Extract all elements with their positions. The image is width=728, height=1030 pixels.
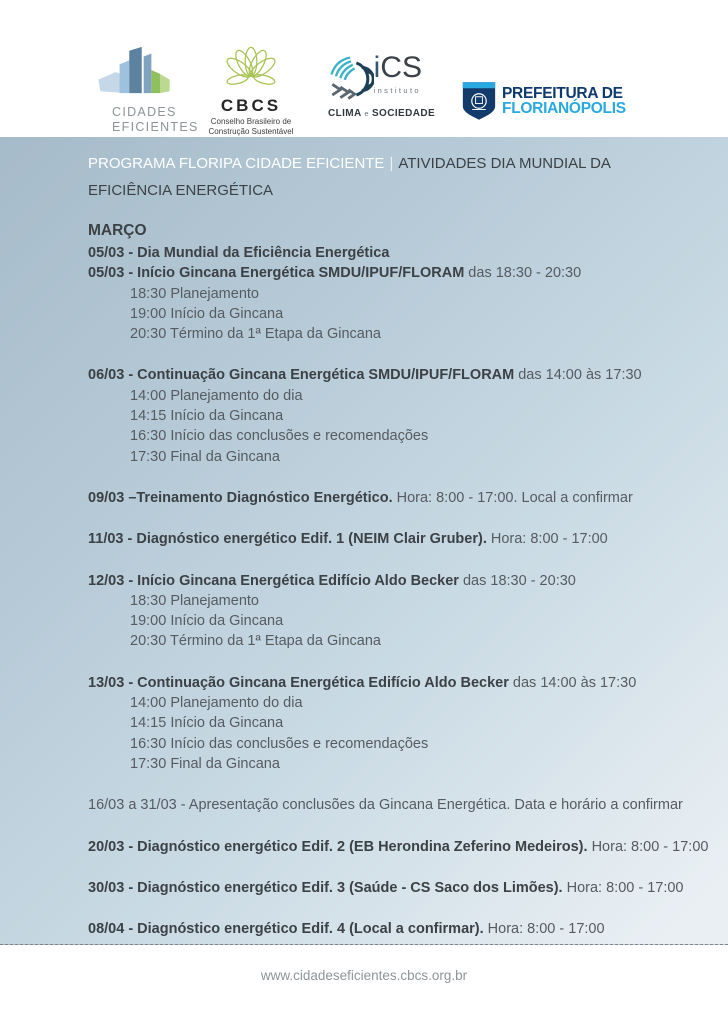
event-detail-text: das 18:30 - 20:30	[458, 572, 576, 589]
cidades-eficientes-icon	[96, 45, 174, 97]
event-title-line	[88, 488, 728, 508]
month-heading: MARÇO	[88, 222, 147, 239]
event-detail-text: Hora: 8:00 - 17:00	[587, 838, 709, 855]
cbcs-subtitle: Conselho Brasileiro de Construção Sustentável	[208, 117, 294, 136]
page-footer	[0, 946, 728, 1030]
event-detail-text: 17:30 Final da Gincana	[130, 755, 280, 772]
event-block	[88, 673, 728, 774]
event-detail-text: das 14:00 às 17:30	[514, 367, 642, 384]
event-sub-line	[88, 324, 728, 344]
event-title-bold: 20/03 - Diagnóstico energético Edif. 2 (EB Herondina Zeferino Medeiros).	[88, 838, 588, 855]
event-detail-text: 19:00 Início da Gincana	[130, 305, 284, 322]
event-block	[88, 795, 728, 815]
event-title-line	[88, 673, 728, 693]
event-sub-line	[88, 304, 728, 324]
schedule-panel	[0, 137, 728, 945]
program-title-white: PROGRAMA FLORIPA CIDADE EFICIENTE	[88, 155, 385, 172]
ics-clima-sociedade-label: CLIMA e SOCIEDADE	[328, 108, 436, 119]
event-block	[88, 571, 728, 652]
event-sub-line	[88, 631, 728, 651]
event-detail-text: 14:15 Início da Gincana	[130, 408, 284, 425]
event-sub-line	[88, 713, 728, 733]
program-title	[0, 137, 726, 204]
event-sub-line	[88, 591, 728, 611]
ics-acronym	[374, 51, 422, 85]
event-detail-text: 18:30 Planejamento	[130, 592, 259, 609]
event-detail-text: 14:00 Planejamento do dia	[130, 695, 303, 712]
cidades-eficientes-logo	[96, 45, 199, 135]
event-sub-line	[88, 284, 728, 304]
event-detail-text: 16/03 a 31/03 - Apresentação conclusões da Gincana Energética. Data e horário a confirmar	[88, 797, 683, 814]
event-title-line	[88, 529, 728, 549]
event-block	[88, 919, 728, 939]
event-detail-text: 20:30 Término da 1ª Etapa da Gincana	[130, 326, 381, 343]
event-block	[88, 837, 728, 857]
footer-url[interactable]: www.cidadeseficientes.cbcs.org.br	[260, 968, 468, 983]
event-sub-line	[88, 734, 728, 754]
program-title-dark: ATIVIDADES DIA MUNDIAL DA EFICIÊNCIA ENERGÉTICA	[88, 155, 611, 199]
event-detail-text: 16:30 Início das conclusões e recomendações	[130, 735, 429, 752]
prefeitura-wordmark	[502, 86, 626, 117]
ics-mark-icon	[328, 55, 374, 103]
event-title-line	[88, 878, 728, 898]
event-sub-line	[88, 754, 728, 774]
event-detail-text: Hora: 8:00 - 17:00	[562, 879, 684, 896]
cidades-eficientes-wordmark	[112, 105, 199, 135]
event-title-bold: 09/03 –Treinamento Diagnóstico Energético.	[88, 489, 393, 506]
event-detail-text: 17:30 Final da Gincana	[130, 448, 280, 465]
event-sub-line	[88, 406, 728, 426]
event-title-line	[88, 571, 728, 591]
event-detail-text: Hora: 8:00 - 17:00	[486, 531, 608, 548]
event-title-line	[88, 365, 728, 385]
cidades-line1: CIDADES	[112, 105, 177, 119]
event-title-bold: 05/03 - Início Gincana Energética SMDU/IPUF/FLORAM	[88, 265, 465, 282]
prefeitura-florianopolis-logo	[462, 81, 630, 121]
event-title-bold: 30/03 - Diagnóstico energético Edif. 3 (Saúde - CS Saco dos Limões).	[88, 879, 563, 896]
event-detail-text: 18:30 Planejamento	[130, 285, 259, 302]
event-block	[88, 488, 728, 508]
event-title-bold: 05/03 - Dia Mundial da Eficiência Energética	[88, 245, 390, 261]
prefeitura-line1: PREFEITURA DE	[502, 84, 623, 102]
event-detail-text: 14:15 Início da Gincana	[130, 715, 284, 732]
event-detail-text: 16:30 Início das conclusões e recomendações	[130, 428, 429, 445]
prefeitura-line2: FLORIANÓPOLIS	[502, 100, 626, 117]
event-title-line	[88, 919, 728, 939]
event-detail-text: das 14:00 às 17:30	[508, 674, 637, 691]
cbcs-flower-icon	[224, 42, 278, 92]
ics-acronym-i: i	[373, 51, 381, 84]
ics-acronym-cs: CS	[380, 51, 422, 84]
event-detail-text: Hora: 8:00 - 17:00	[483, 921, 605, 938]
event-sub-line	[88, 611, 728, 631]
event-title-bold: 12/03 - Início Gincana Energética Edifício Aldo Becker	[88, 572, 459, 589]
cbcs-acronym: CBCS	[220, 96, 282, 115]
prefeitura-shield-icon	[462, 81, 496, 121]
event-block	[88, 878, 728, 898]
event-sub-line	[88, 693, 728, 713]
event-title-line	[88, 795, 728, 815]
event-block	[88, 529, 728, 549]
event-detail-text: 14:00 Planejamento do dia	[130, 387, 303, 404]
event-title-line	[88, 837, 728, 857]
event-detail-text: 19:00 Início da Gincana	[130, 613, 284, 630]
program-title-separator: |	[389, 155, 394, 172]
event-sub-line	[88, 426, 728, 446]
event-detail-text: Hora: 8:00 - 17:00. Local a confirmar	[392, 489, 633, 506]
event-sub-line	[88, 447, 728, 467]
event-title-bold: 08/04 - Diagnóstico energético Edif. 4 (Local a confirmar).	[88, 921, 484, 938]
event-title-bold: 11/03 - Diagnóstico energético Edif. 1 (NEIM Clair Gruber).	[88, 531, 487, 548]
cidades-line2: EFICIENTES	[112, 120, 199, 134]
ics-logo	[328, 51, 436, 119]
schedule-list	[88, 243, 728, 939]
event-block	[88, 365, 728, 466]
event-block	[88, 243, 728, 344]
event-detail-text: 20:30 Término da 1ª Etapa da Gincana	[130, 633, 381, 650]
event-title-line	[88, 243, 728, 263]
ics-instituto-label: instituto	[373, 86, 421, 95]
event-sub-line	[88, 386, 728, 406]
event-title-bold: 13/03 - Continuação Gincana Energética Edifício Aldo Becker	[88, 674, 509, 691]
cbcs-logo	[202, 42, 300, 136]
event-title-line	[88, 263, 728, 283]
event-title-bold: 06/03 - Continuação Gincana Energética SMDU/IPUF/FLORAM	[88, 367, 515, 384]
event-detail-text: das 18:30 - 20:30	[464, 265, 582, 282]
